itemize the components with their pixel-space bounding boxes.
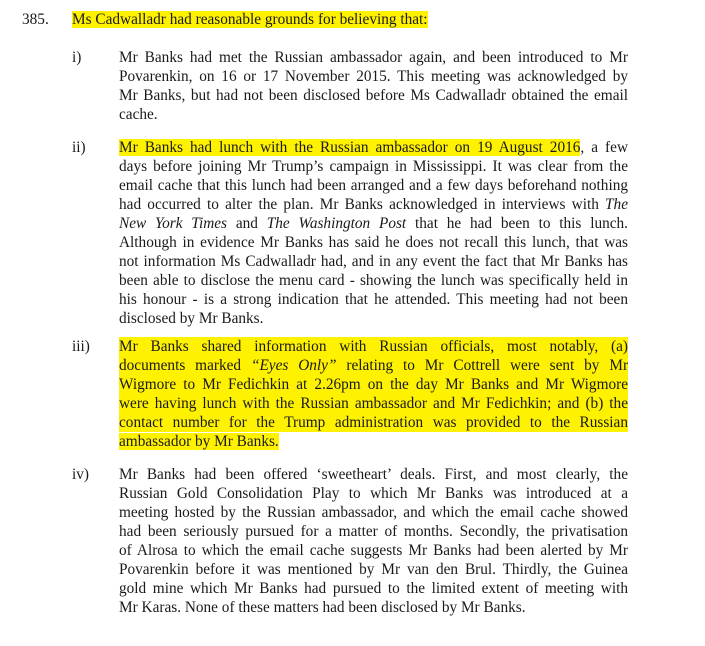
highlighted-line: were having lunch with the Russian ambassador and Mr Fedichkin; and (b) the xyxy=(119,395,628,412)
item-label: iv) xyxy=(72,466,89,483)
item-label: i) xyxy=(72,49,82,66)
item-text: Mr Banks had lunch with the Russian ambassador on 19 August 2016, a few days before joining Mr Trump’s campaign in Mississippi. It was clear from the email cache that this lunch had been arranged and a few days beforehand nothing had occurred to alter the plan. Mr Banks acknowledged in interviews with The New York Times and The Washington Post that he had been to this lunch. Although in evidence Mr Banks has said he does not recall this lunch, that was not information Ms Cadwalladr had, and in any event the fact that Mr Banks has been able to disclose the menu card - showing the lunch was specifically held in his honour - is a strong indication that he attended. This meeting had not been disclosed by Mr Banks. xyxy=(119,139,628,327)
highlighted-line: Wigmore to Mr Fedichkin at 2.26pm on the day Mr Banks and Mr Wigmore xyxy=(119,376,628,393)
highlighted-line: contact number for the Trump administration was provided to the Russian xyxy=(119,414,628,431)
highlighted-line: ambassador by Mr Banks. xyxy=(119,433,279,450)
paragraph-number: 385. xyxy=(22,11,49,28)
item-label: ii) xyxy=(72,139,86,156)
item-text: Mr Banks had been offered ‘sweetheart’ deals. First, and most clearly, the Russian Gold Consolidation Play to which Mr Banks was introduced at a meeting hosted by the Russian ambassador, and which the email cache showed had been seriously pursued for a matter of months. Secondly, the privatisation of Alrosa to which the email cache suggests Mr Banks had been alerted by Mr Povarenkin before it was mentioned by Mr van den Brul. Thirdly, the Guinea gold mine which Mr Banks had pursued to the limited extent of meeting with Mr Karas. None of these matters had been disclosed by Mr Banks. xyxy=(119,466,628,616)
item-text: Mr Banks had met the Russian ambassador again, and been introduced to Mr Povarenkin, on 16 or 17 November 2015. This meeting was acknowledged by Mr Banks, but had not been disclosed before Ms Cadwalladr obtained the email cache. xyxy=(119,49,628,123)
highlighted-line: Mr Banks shared information with Russian officials, most notably, (a) xyxy=(119,338,628,355)
paragraph-heading: Ms Cadwalladr had reasonable grounds for believing that: xyxy=(72,11,428,28)
item-text xyxy=(119,337,628,451)
item-label: iii) xyxy=(72,338,90,355)
highlighted-text: Mr Banks had lunch with the Russian ambassador on 19 August 2016 xyxy=(119,139,581,156)
highlighted-line: documents marked “Eyes Only” relating to Mr Cottrell were sent by Mr xyxy=(119,357,629,374)
